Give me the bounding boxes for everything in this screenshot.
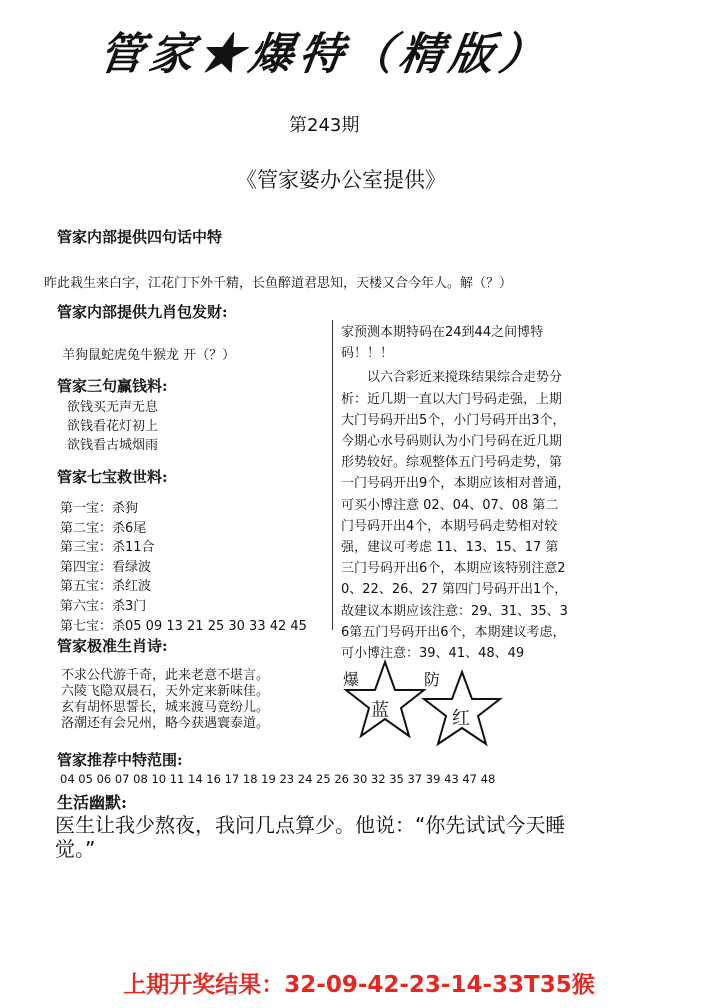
humor-heading: 生活幽默: [57,793,127,812]
three-lines-heading: 管家三句赢钱料: [57,377,168,395]
issue-number: 第243期 [289,115,360,136]
seven-treasures-heading: 管家七宝救世料: [57,468,168,486]
list-item: 欲钱看花灯初上 [67,419,159,434]
analysis-prediction: 家预测本期特码在24到44之间博特码！！！ [341,325,544,362]
four-lines-text: 昨此栽生来白字，江花门下外千精，长鱼醉道君思知，天楼又合今年人。解（？） [44,276,513,291]
poem-line: 六陵飞隐双晨石，天外定来新味佳。 [61,684,270,699]
four-lines-heading: 管家内部提供四句话中特 [57,228,223,246]
poem-line: 不求公代游千奇，此来老意不堪言。 [61,668,270,683]
poem-lines [61,668,269,732]
poem-heading: 管家极准生肖诗: [57,637,168,655]
list-item: 第六宝：杀3门 [60,598,147,614]
list-item: 第四宝：看绿波 [60,559,152,575]
list-item: 欲钱看古城烟雨 [67,438,159,453]
list-item: 第七宝：杀05 09 13 21 25 30 33 42 45 [60,618,307,634]
provider-line: 《管家婆办公室提供》 [236,168,446,192]
recommend-heading: 管家推荐中特范围: [57,751,183,769]
seven-treasures-list [60,499,307,636]
star-right-text: 红 [452,708,470,729]
recommend-numbers: 04 05 06 07 08 10 11 14 16 17 18 19 23 24 25 26 30 32 35 37 39 43 47 48 [60,772,496,786]
analysis-body: 以六合彩近来搅珠结果综合走势分析：近几期一直以大门号码走强，上期大门号码开出5个，小门号码开出3个，今期心水号码则认为小门号码在近几期形势较好。综观整体五门号码走势，第一门号码开出9个，本期应该相对普通，可买小博注意 02、04、07、08 第二门号码开出4个，本期号码走势相对较强，建议可考虑 11、13、15、17 第三门号码开出6个，本期应该特别注意20、22、26、27 第四门号码开出1个，故建议本期应该注意：29、31、35、36第五门号码开出6个，本期建议考虑，可小博注意：39、41、48、49 [341,370,571,662]
star-left-text: 蓝 [371,700,389,721]
star-left-label: 爆 [343,670,360,689]
list-item: 欲钱买无声无息 [67,400,159,415]
humor-text: 医生让我少熬夜，我问几点算少。他说：“你先试试今天睡觉。” [55,813,566,861]
column-divider [332,320,334,630]
last-result: 上期开奖结果：32-09-42-23-14-33T35猴 [123,972,595,998]
page-title: 管家★爆特（精版） [95,29,553,80]
list-item: 第二宝：杀6尾 [60,520,147,536]
three-lines-list [67,398,158,455]
analysis-text [341,322,571,664]
list-item: 第三宝：杀11合 [60,540,155,556]
star-right-label: 防 [424,670,441,689]
poem-line: 洛潮还有会兄州，略今获遇寰泰道。 [61,716,270,731]
poem-line: 玄有胡怀思誓长，城来渡马竟纷儿。 [61,700,270,715]
list-item: 第一宝：杀狗 [60,501,139,516]
nine-zodiac-heading: 管家内部提供九肖包发财: [57,303,228,321]
list-item: 第五宝：杀红波 [60,579,152,595]
nine-zodiac-text: 羊狗鼠蛇虎兔牛猴龙 开（？） [62,348,236,363]
